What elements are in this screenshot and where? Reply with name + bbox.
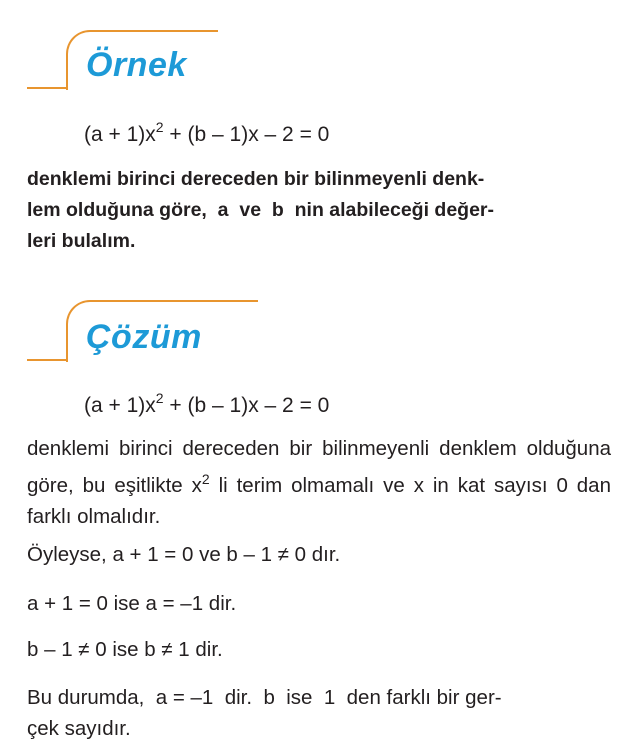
example-problem-text: denklemi birinci dereceden bir bilinmeyenli denk- lem olduğuna göre, a ve b nin alabileceği değer- leri bulalım. — [27, 168, 495, 252]
example-title: Örnek — [86, 46, 187, 84]
solution-line-3: b – 1 ≠ 0 ise b ≠ 1 dir. — [27, 638, 223, 661]
solution-equation — [84, 390, 329, 418]
example-equation-right: + (b – 1)x – 2 = 0 — [163, 123, 330, 146]
solution-paragraph-before: denklemi birinci dereceden bir bilinmeyenli denklem olduğuna göre, bu eşitlikte x — [27, 437, 611, 497]
solution-equation-right: + (b – 1)x – 2 = 0 — [163, 394, 330, 417]
solution-equation-exponent: 2 — [155, 390, 164, 406]
solution-line-2: a + 1 = 0 ise a = –1 dir. — [27, 592, 237, 615]
solution-paragraph-exponent: 2 — [201, 471, 210, 487]
solution-heading-underline — [27, 359, 67, 361]
solution-line-1: Öyleyse, a + 1 = 0 ve b – 1 ≠ 0 dır. — [27, 543, 341, 566]
solution-equation-left: (a + 1)x — [84, 394, 156, 417]
solution-title: Çözüm — [86, 318, 202, 356]
example-equation — [84, 119, 329, 147]
example-equation-exponent: 2 — [155, 119, 164, 135]
solution-conclusion: Bu durumda, a = –1 dir. b ise 1 den farklı bir ger- çek sayıdır. — [27, 686, 502, 740]
example-heading-underline — [27, 87, 67, 89]
solution-paragraph-after: li terim olmamalı ve x in kat sayısı 0 dan farklı olmalıdır. — [27, 474, 611, 528]
solution-paragraph — [27, 433, 611, 532]
example-equation-left: (a + 1)x — [84, 123, 156, 146]
